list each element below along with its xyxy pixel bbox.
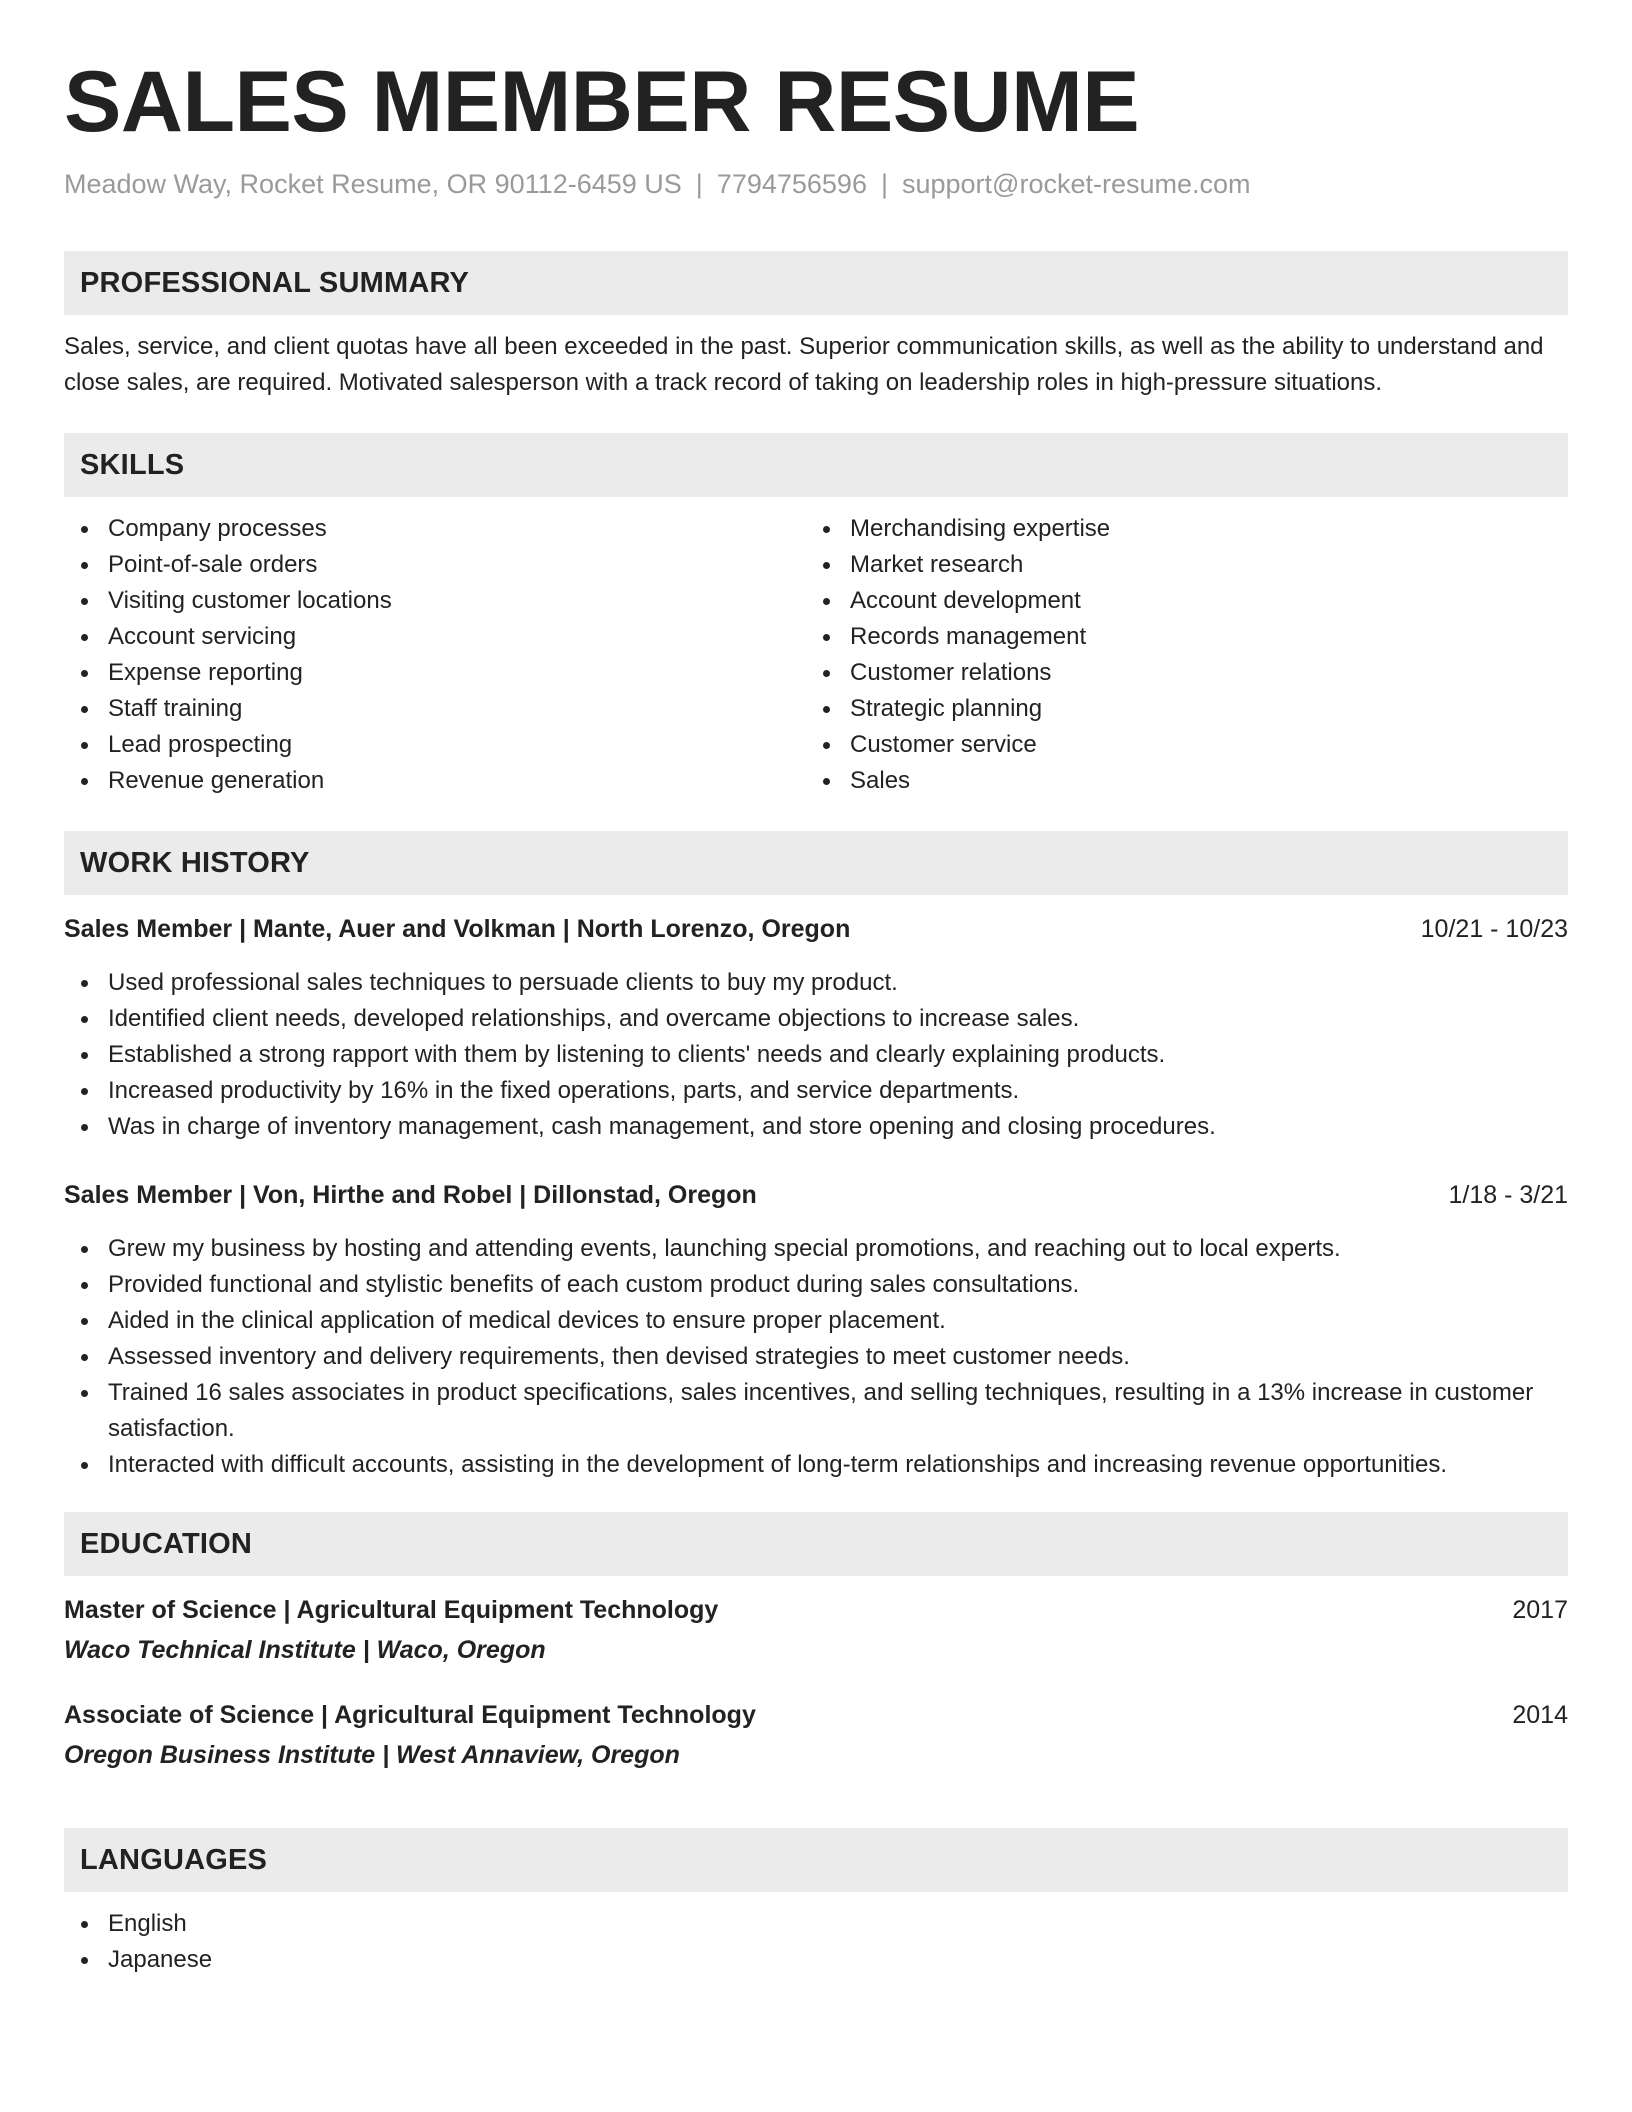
education-heading-bar	[64, 1512, 1568, 1576]
languages-heading: LANGUAGES	[80, 1843, 268, 1876]
contact-separator: |	[880, 169, 888, 199]
education-entry	[64, 1592, 1568, 1668]
skills-grid	[64, 511, 1568, 799]
skill-item: Lead prospecting	[64, 727, 806, 763]
summary-section	[64, 251, 1568, 401]
job-bullet: Provided functional and stylistic benefits of each custom product during sales consultations.	[64, 1267, 1568, 1303]
skill-item: Revenue generation	[64, 763, 806, 799]
contact-separator: |	[695, 169, 703, 199]
languages-section	[64, 1828, 1568, 1978]
skill-item: Point-of-sale orders	[64, 547, 806, 583]
languages-list	[64, 1906, 1568, 1978]
job-bullet: Used professional sales techniques to persuade clients to buy my product.	[64, 965, 1568, 1001]
education-year: 2017	[1512, 1596, 1568, 1624]
skill-item: Account development	[806, 583, 1548, 619]
contact-line	[64, 166, 1251, 202]
skill-item: Records management	[806, 619, 1548, 655]
education-degree: Master of Science | Agricultural Equipment Technology	[64, 1596, 719, 1624]
skills-list-right	[806, 511, 1548, 799]
skill-item: Visiting customer locations	[64, 583, 806, 619]
job-header	[64, 911, 1568, 947]
resume-title: SALES MEMBER RESUME	[64, 54, 1140, 150]
job-bullet: Interacted with difficult accounts, assisting in the development of long-term relationships and increasing revenue opportunities.	[64, 1447, 1568, 1483]
job-bullets	[64, 965, 1568, 1145]
education-entry	[64, 1697, 1568, 1773]
education-section	[64, 1512, 1568, 1773]
work-heading-bar	[64, 831, 1568, 895]
education-degree: Associate of Science | Agricultural Equipment Technology	[64, 1701, 756, 1729]
skills-heading-bar	[64, 433, 1568, 497]
contact-address: Meadow Way, Rocket Resume, OR 90112-6459 US	[64, 169, 682, 199]
skill-item: Expense reporting	[64, 655, 806, 691]
job-bullet: Was in charge of inventory management, cash management, and store opening and closing procedures.	[64, 1109, 1568, 1145]
skills-column-left	[64, 511, 806, 799]
summary-heading-bar	[64, 251, 1568, 315]
languages-heading-bar	[64, 1828, 1568, 1892]
job-bullet: Trained 16 sales associates in product specifications, sales incentives, and selling techniques, resulting in a 13% increase in customer satisfaction.	[64, 1375, 1568, 1447]
skill-item: Company processes	[64, 511, 806, 547]
summary-heading: PROFESSIONAL SUMMARY	[80, 266, 470, 299]
skills-heading: SKILLS	[80, 448, 185, 481]
job-bullet: Identified client needs, developed relationships, and overcame objections to increase sales.	[64, 1001, 1568, 1037]
job-entry	[64, 1177, 1568, 1483]
education-school: Oregon Business Institute | West Annaview, Oregon	[64, 1741, 680, 1769]
job-title: Sales Member | Mante, Auer and Volkman | North Lorenzo, Oregon	[64, 915, 851, 943]
skill-item: Account servicing	[64, 619, 806, 655]
contact-phone: 7794756596	[716, 169, 867, 199]
skills-section	[64, 433, 1568, 799]
job-entry	[64, 911, 1568, 1145]
skill-item: Sales	[806, 763, 1548, 799]
education-header	[64, 1697, 1568, 1733]
language-item: Japanese	[64, 1942, 1568, 1978]
work-heading: WORK HISTORY	[80, 846, 310, 879]
skill-item: Merchandising expertise	[806, 511, 1548, 547]
education-heading: EDUCATION	[80, 1527, 253, 1560]
skill-item: Staff training	[64, 691, 806, 727]
job-header	[64, 1177, 1568, 1213]
job-bullet: Increased productivity by 16% in the fixed operations, parts, and service departments.	[64, 1073, 1568, 1109]
language-item: English	[64, 1906, 1568, 1942]
education-header	[64, 1592, 1568, 1628]
education-school: Waco Technical Institute | Waco, Oregon	[64, 1636, 546, 1664]
skill-item: Strategic planning	[806, 691, 1548, 727]
work-history-section	[64, 831, 1568, 1483]
skills-list-left	[64, 511, 806, 799]
job-bullet: Assessed inventory and delivery requirements, then devised strategies to meet customer needs.	[64, 1339, 1568, 1375]
skills-column-right	[806, 511, 1548, 799]
summary-text: Sales, service, and client quotas have all been exceeded in the past. Superior communication skills, as well as the ability to understand and close sales, are required. Motivated salesperson with a track record of taking on leadership roles in high-pressure situations.	[64, 333, 1544, 396]
job-bullet: Aided in the clinical application of medical devices to ensure proper placement.	[64, 1303, 1568, 1339]
job-bullet: Established a strong rapport with them by listening to clients' needs and clearly explaining products.	[64, 1037, 1568, 1073]
job-bullet: Grew my business by hosting and attending events, launching special promotions, and reaching out to local experts.	[64, 1231, 1568, 1267]
skill-item: Customer service	[806, 727, 1548, 763]
contact-email: support@rocket-resume.com	[901, 169, 1251, 199]
job-title: Sales Member | Von, Hirthe and Robel | Dillonstad, Oregon	[64, 1181, 757, 1209]
skill-item: Customer relations	[806, 655, 1548, 691]
skill-item: Market research	[806, 547, 1548, 583]
job-bullets	[64, 1231, 1568, 1483]
job-dates: 1/18 - 3/21	[1448, 1181, 1568, 1209]
job-dates: 10/21 - 10/23	[1420, 915, 1568, 943]
education-year: 2014	[1512, 1701, 1568, 1729]
